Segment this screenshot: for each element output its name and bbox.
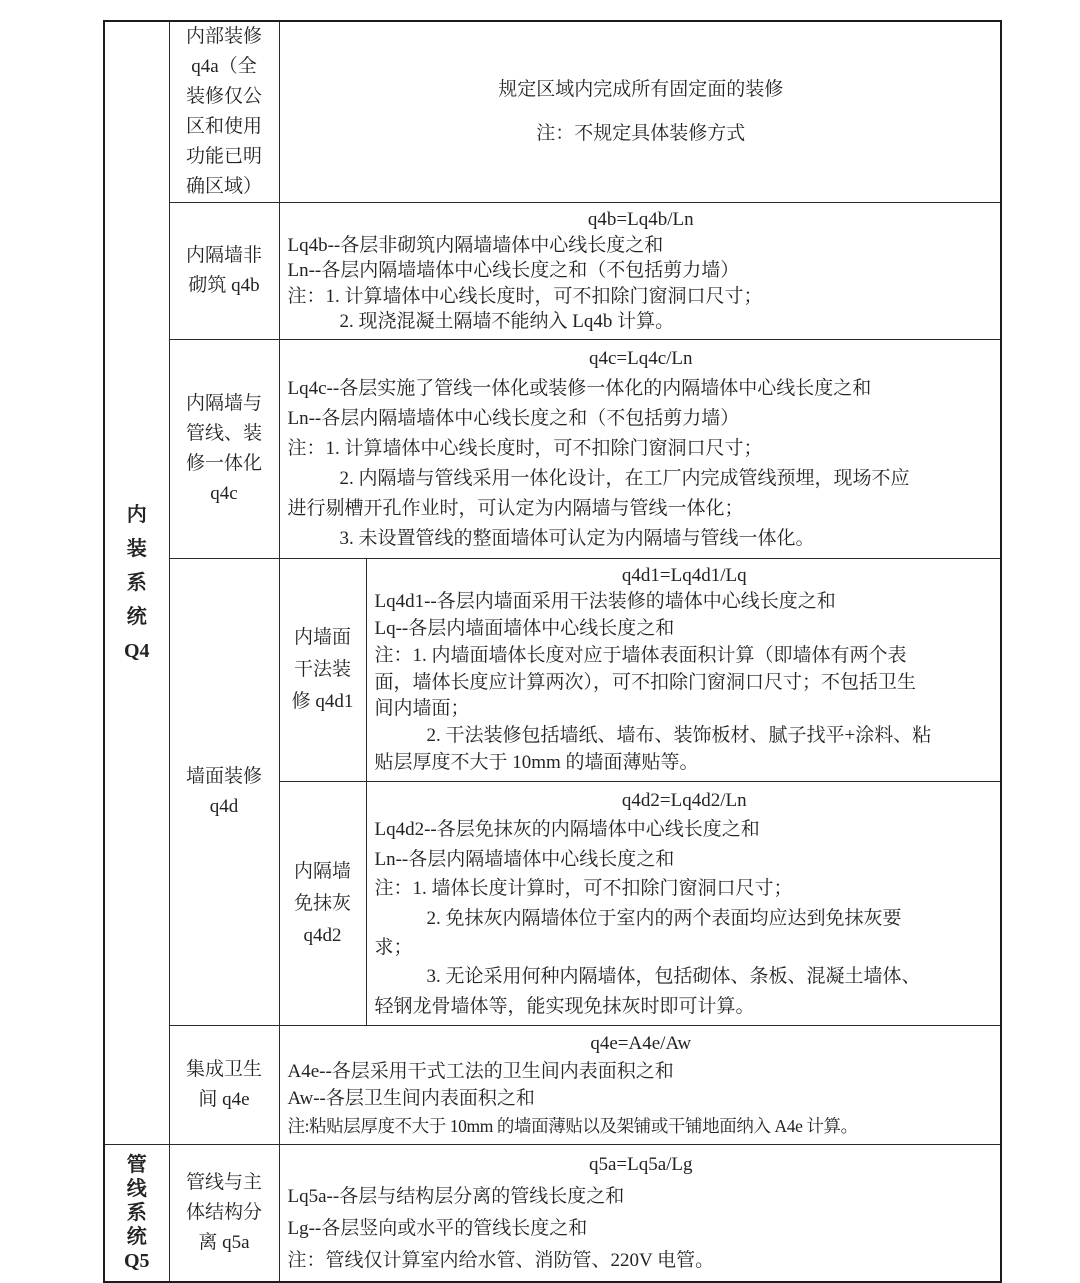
formula-q4e: q4e=A4e/Aw xyxy=(590,1033,692,1055)
desc-line: 注：1. 计算墙体中心线长度时，可不扣除门窗洞口尺寸； xyxy=(287,437,763,459)
subitem-cell-q4d1: 内墙面干法装修 q4d1 xyxy=(279,558,366,781)
desc-line: Lq4d1--各层内墙面采用干法装修的墙体中心线长度之和 xyxy=(374,591,836,613)
category-name-q5: 管线系统 xyxy=(126,1154,147,1249)
desc-line: 注：不规定具体装修方式 xyxy=(536,123,746,144)
desc-line: Ln--各层内隔墙墙体中心线长度之和 xyxy=(374,848,675,870)
desc-line: Lq4c--各层实施了管线一体化或装修一体化的内隔墙体中心线长度之和 xyxy=(287,377,872,399)
desc-line: Aw--各层卫生间内表面积之和 xyxy=(287,1088,535,1110)
desc-line: 注：1. 墙体长度计算时，可不扣除门窗洞口尺寸； xyxy=(374,878,793,900)
desc-line: Lq5a--各层与结构层分离的管线长度之和 xyxy=(287,1186,625,1208)
item-cell-q4a: 内部装修 q4a（全装修仅公区和使用功能已明确区域） xyxy=(169,21,279,203)
desc-line: 进行剔槽开孔作业时，可认定为内隔墙与管线一体化； xyxy=(287,497,744,519)
desc-cell-q4b xyxy=(279,203,1001,340)
desc-line: 贴层厚度不大于 10mm 的墙面薄贴等。 xyxy=(374,752,699,774)
desc-line: 2. 干法装修包括墙纸、墙布、装饰板材、腻子找平+涂料、粘 xyxy=(426,725,932,747)
desc-cell-q4c xyxy=(279,339,1001,558)
formula-q4d1: q4d1=Lq4d1/Lq xyxy=(621,564,747,586)
desc-cell-q4a xyxy=(279,21,1001,203)
desc-line: 轻钢龙骨墙体等，能实现免抹灰时即可计算。 xyxy=(374,995,755,1017)
assessment-table xyxy=(103,20,1002,1283)
desc-line: Lq--各层内墙面墙体中心线长度之和 xyxy=(374,618,675,640)
category-cell-q5 xyxy=(104,1145,169,1283)
desc-line: 注：1. 计算墙体中心线长度时，可不扣除门窗洞口尺寸； xyxy=(287,285,763,307)
desc-line: 注：管线仅计算室内给水管、消防管、220V 电管。 xyxy=(287,1250,715,1272)
desc-line: Ln--各层内隔墙墙体中心线长度之和（不包括剪力墙） xyxy=(287,407,740,429)
desc-line: 2. 现浇混凝土隔墙不能纳入 Lq4b 计算。 xyxy=(339,311,675,332)
item-cell-q4c: 内隔墙与管线、装修一体化 q4c xyxy=(169,339,279,558)
desc-cell-q5a xyxy=(279,1145,1001,1283)
desc-line: A4e--各层采用干式工法的卫生间内表面积之和 xyxy=(287,1060,674,1082)
formula-q4d2: q4d2=Lq4d2/Ln xyxy=(621,789,747,811)
item-cell-q5a: 管线与主体结构分离 q5a xyxy=(169,1145,279,1283)
desc-line: 3. 无论采用何种内隔墙体，包括砌体、条板、混凝土墙体、 xyxy=(426,966,921,988)
desc-line: 2. 免抹灰内隔墙体位于室内的两个表面均应达到免抹灰要 xyxy=(426,907,902,929)
category-code-q4: Q4 xyxy=(123,640,150,663)
desc-line: 3. 未设置管线的整面墙体可认定为内隔墙与管线一体化。 xyxy=(339,527,815,549)
category-cell-q4 xyxy=(104,21,169,1145)
subitem-cell-q4d2: 内隔墙免抹灰 q4d2 xyxy=(279,781,366,1025)
item-cell-q4d: 墙面装修 q4d xyxy=(169,558,279,1026)
formula-q4b: q4b=Lq4b/Ln xyxy=(587,209,694,230)
desc-cell-q4e xyxy=(279,1026,1001,1145)
desc-line: 面，墙体长度应计算两次），可不扣除门窗洞口尺寸；不包括卫生 xyxy=(374,671,917,693)
desc-cell-q4d1 xyxy=(366,558,1001,781)
desc-line: Lq4d2--各层免抹灰的内隔墙体中心线长度之和 xyxy=(374,819,760,841)
desc-line: Lq4b--各层非砌筑内隔墙墙体中心线长度之和 xyxy=(287,234,664,256)
desc-line: 2. 内隔墙与管线采用一体化设计，在工厂内完成管线预埋，现场不应 xyxy=(339,467,910,489)
desc-line: 间内墙面； xyxy=(374,698,470,720)
desc-line: 注：1. 内墙面墙体长度对应于墙体表面积计算（即墙体有两个表 xyxy=(374,644,907,666)
item-cell-q4e: 集成卫生间 q4e xyxy=(169,1026,279,1145)
desc-line: 注:粘贴层厚度不大于 10mm 的墙面薄贴以及架铺或干铺地面纳入 A4e 计算。 xyxy=(287,1115,858,1136)
desc-line: 求； xyxy=(374,936,413,958)
formula-q4c: q4c=Lq4c/Ln xyxy=(588,347,693,369)
item-cell-q4b: 内隔墙非砌筑 q4b xyxy=(169,203,279,340)
desc-cell-q4d2 xyxy=(366,781,1001,1025)
category-name-q4: 内装系统 xyxy=(126,504,147,629)
desc-line: Lg--各层竖向或水平的管线长度之和 xyxy=(287,1218,588,1240)
formula-q5a: q5a=Lq5a/Lg xyxy=(588,1154,693,1176)
desc-line: Ln--各层内隔墙墙体中心线长度之和（不包括剪力墙） xyxy=(287,260,740,281)
category-code-q5: Q5 xyxy=(123,1250,150,1273)
desc-line: 规定区域内完成所有固定面的装修 xyxy=(498,79,784,100)
